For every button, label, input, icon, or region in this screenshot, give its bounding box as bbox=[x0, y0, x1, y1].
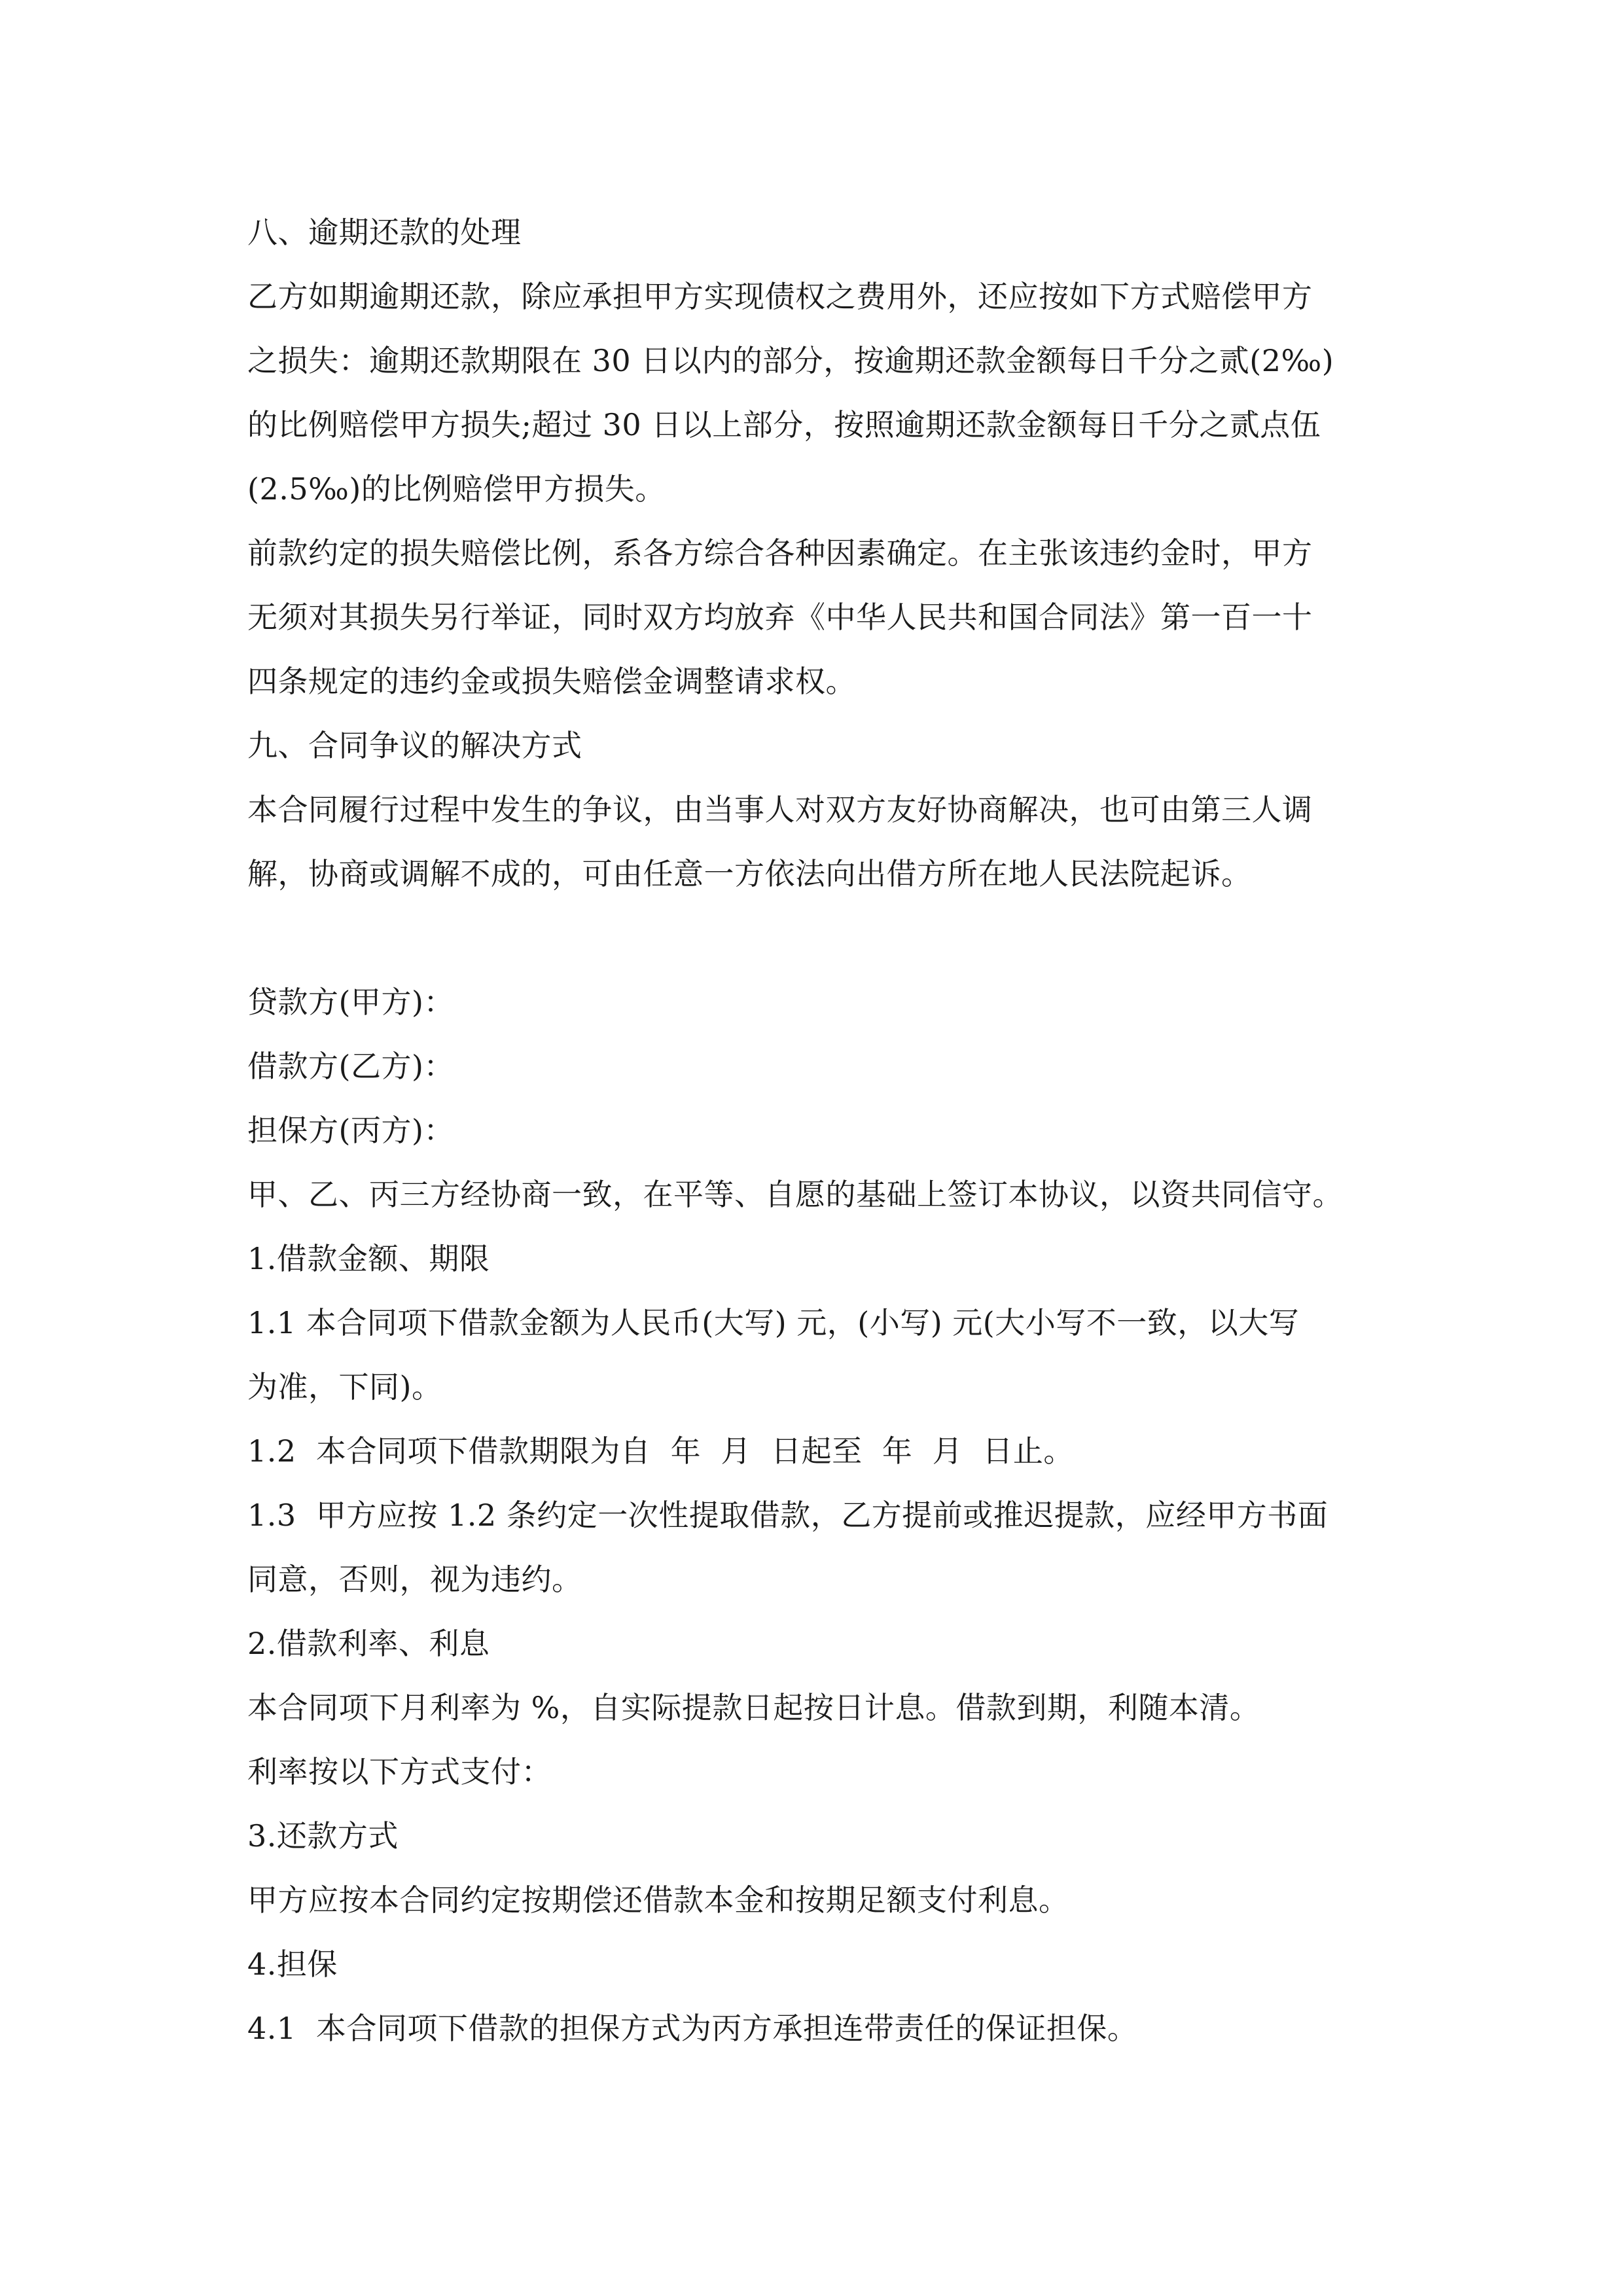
lender-label: 贷款方(甲方)： bbox=[247, 984, 454, 1020]
paragraph-line: 1.3 甲方应按 1.2 条约定一次性提取借款，乙方提前或推迟提款，应经甲方书面 bbox=[247, 1498, 1329, 1533]
paragraph-line: 乙方如期逾期还款，除应承担甲方实现债权之费用外，还应按如下方式赔偿甲方 bbox=[247, 279, 1313, 314]
paragraph-line: 利率按以下方式支付： bbox=[247, 1754, 552, 1789]
paragraph-line: 甲、乙、丙三方经协商一致，在平等、自愿的基础上签订本协议，以资共同信守。 bbox=[247, 1177, 1343, 1212]
document-body bbox=[247, 200, 1386, 2060]
guarantor-label: 担保方(丙方)： bbox=[247, 1113, 454, 1148]
paragraph-line: 甲方应按本合同约定按期偿还借款本金和按期足额支付利息。 bbox=[247, 1882, 1069, 1918]
section-heading-amount-term: 1.借款金额、期限 bbox=[247, 1241, 490, 1276]
paragraph-line: 无须对其损失另行举证，同时双方均放弃《中华人民共和国合同法》第一百一十 bbox=[247, 600, 1313, 635]
section-heading-interest: 2.借款利率、利息 bbox=[247, 1626, 490, 1661]
paragraph-line: 本合同项下月利率为 %，自实际提款日起按日计息。借款到期，利随本清。 bbox=[247, 1690, 1260, 1725]
paragraph-line: 本合同履行过程中发生的争议，由当事人对双方友好协商解决，也可由第三人调 bbox=[247, 792, 1313, 827]
paragraph-line: 前款约定的损失赔偿比例，系各方综合各种因素确定。在主张该违约金时，甲方 bbox=[247, 535, 1313, 571]
paragraph-line: 之损失：逾期还款期限在 30 日以内的部分，按逾期还款金额每日千分之贰(2‰) bbox=[247, 343, 1334, 378]
paragraph-line: 四条规定的违约金或损失赔偿金调整请求权。 bbox=[247, 664, 856, 699]
paragraph-line: 1.2 本合同项下借款期限为自 年 月 日起至 年 月 日止。 bbox=[247, 1433, 1074, 1469]
paragraph-line: 的比例赔偿甲方损失;超过 30 日以上部分，按照逾期还款金额每日千分之贰点伍 bbox=[247, 407, 1321, 442]
paragraph-line: 1.1 本合同项下借款金额为人民币(大写) 元，(小写) 元(大小写不一致，以大写 bbox=[247, 1305, 1300, 1340]
paragraph-line: 为准，下同)。 bbox=[247, 1369, 442, 1405]
section-heading-guarantee: 4.担保 bbox=[247, 1946, 338, 1982]
section-heading-repayment: 3.还款方式 bbox=[247, 1818, 399, 1854]
borrower-label: 借款方(乙方)： bbox=[247, 1049, 454, 1084]
section-heading-dispute: 九、合同争议的解决方式 bbox=[247, 728, 582, 763]
paragraph-line: 解，协商或调解不成的，可由任意一方依法向出借方所在地人民法院起诉。 bbox=[247, 856, 1252, 891]
paragraph-line: 4.1 本合同项下借款的担保方式为丙方承担连带责任的保证担保。 bbox=[247, 2011, 1138, 2046]
paragraph-line: (2.5‰)的比例赔偿甲方损失。 bbox=[247, 471, 666, 507]
paragraph-line: 同意，否则，视为违约。 bbox=[247, 1562, 582, 1597]
section-heading-overdue: 八、逾期还款的处理 bbox=[247, 215, 522, 250]
blank-line bbox=[247, 906, 1386, 970]
